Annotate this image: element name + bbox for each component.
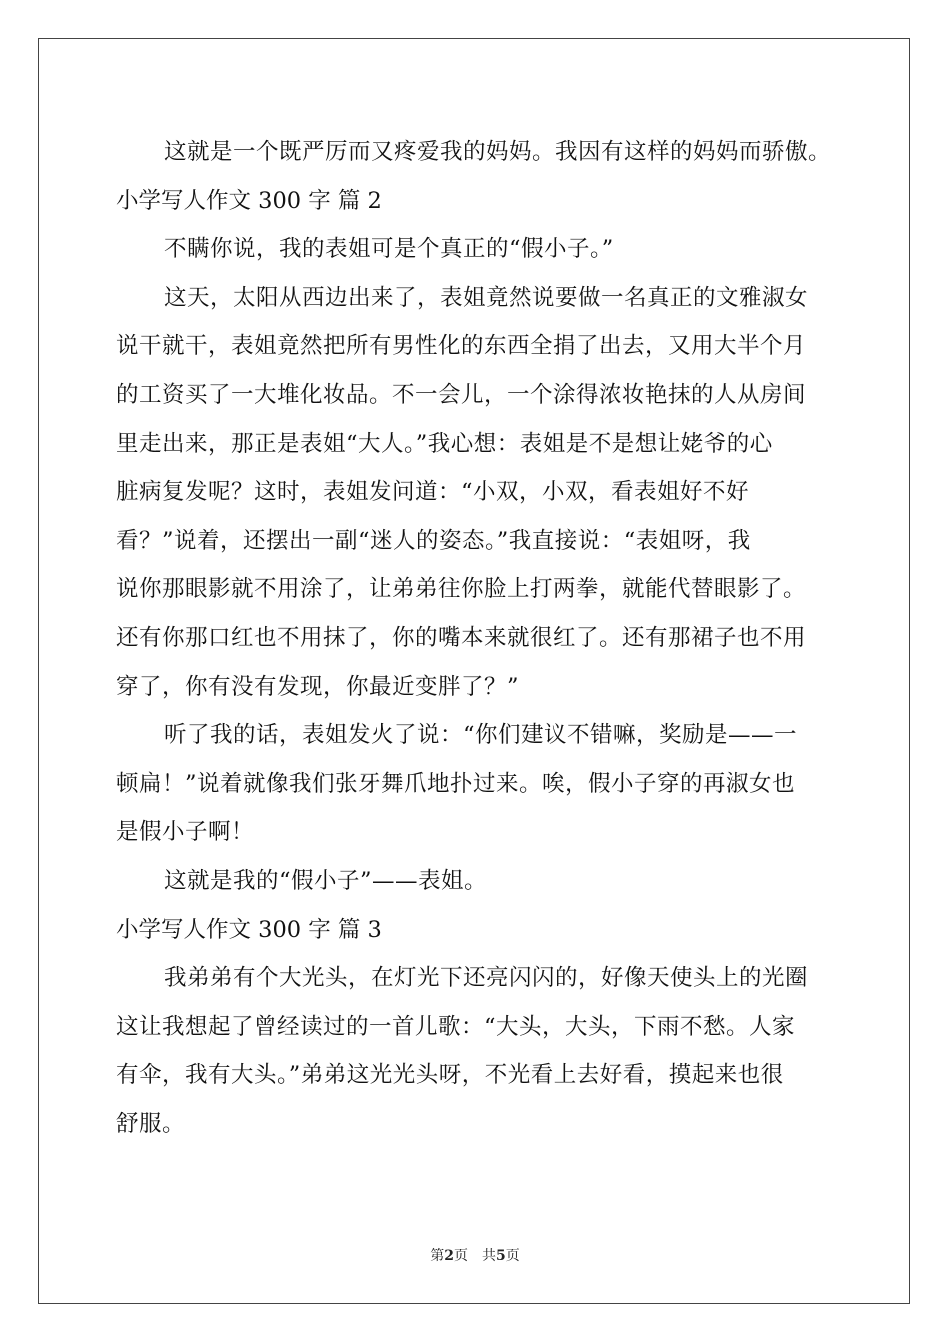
text-line: 这天，太阳从西边出来了，表姐竟然说要做一名真正的文雅淑女 [164, 284, 809, 311]
total-pages-number: 5 [496, 1248, 506, 1264]
text-line: 看？”说着，还摆出一副“迷人的姿态。”我直接说：“表姐呀，我 [116, 527, 751, 554]
text-line: 这就是一个既严厉而又疼爱我的妈妈。我因有这样的妈妈而骄傲。 [164, 139, 832, 165]
text-line: 顿扁！”说着就像我们张牙舞爪地扑过来。唉，假小子穿的再淑女也 [116, 770, 796, 797]
text-line: 里走出来，那正是表姐“大人。”我心想：表姐是不是想让姥爷的心 [116, 430, 773, 457]
section-heading: 小学写人作文 300 字 篇 2 [116, 187, 382, 214]
text-line: 有伞，我有大头。”弟弟这光光头呀，不光看上去好看，摸起来也很 [116, 1062, 784, 1089]
page-footer [0, 1247, 950, 1265]
text-line: 说你那眼影就不用涂了，让弟弟往你脸上打两拳，就能代替眼影了。 [116, 576, 807, 603]
document-body [116, 128, 836, 1148]
text-line: 穿了，你有没有发现，你最近变胖了？” [116, 673, 520, 700]
text-line: 我弟弟有个大光头，在灯光下还亮闪闪的，好像天使头上的光圈 [164, 965, 809, 992]
footer-total-prefix: 共 [482, 1248, 496, 1264]
text-line: 这让我想起了曾经读过的一首儿歌：“大头，大头，下雨不愁。人家 [116, 1013, 796, 1040]
text-line: 是假小子啊！ [116, 819, 255, 846]
text-line: 脏病复发呢？这时，表姐发问道：“小双，小双，看表姐好不好 [116, 479, 750, 506]
text-line: 的工资买了一大堆化妆品。不一会儿，一个涂得浓妆艳抹的人从房间 [116, 381, 807, 408]
text-line: 说干就干，表姐竟然把所有男性化的东西全捐了出去，又用大半个月 [116, 333, 807, 360]
text-line: 还有你那口红也不用抹了，你的嘴本来就很红了。还有那裙子也不用 [116, 624, 807, 651]
current-page-number: 2 [444, 1248, 454, 1264]
text-line: 这就是我的“假小子”——表姐。 [164, 867, 488, 894]
footer-total-suffix: 页 [505, 1248, 520, 1264]
text-line: 听了我的话，表姐发火了说：“你们建议不错嘛，奖励是——一 [164, 722, 798, 749]
text-line: 舒服。 [116, 1110, 186, 1137]
footer-page-suffix: 页 [454, 1248, 468, 1264]
section-heading: 小学写人作文 300 字 篇 3 [116, 916, 382, 943]
footer-prefix: 第 [430, 1248, 445, 1264]
text-line: 不瞒你说，我的表姐可是个真正的“假小子。” [164, 236, 614, 263]
